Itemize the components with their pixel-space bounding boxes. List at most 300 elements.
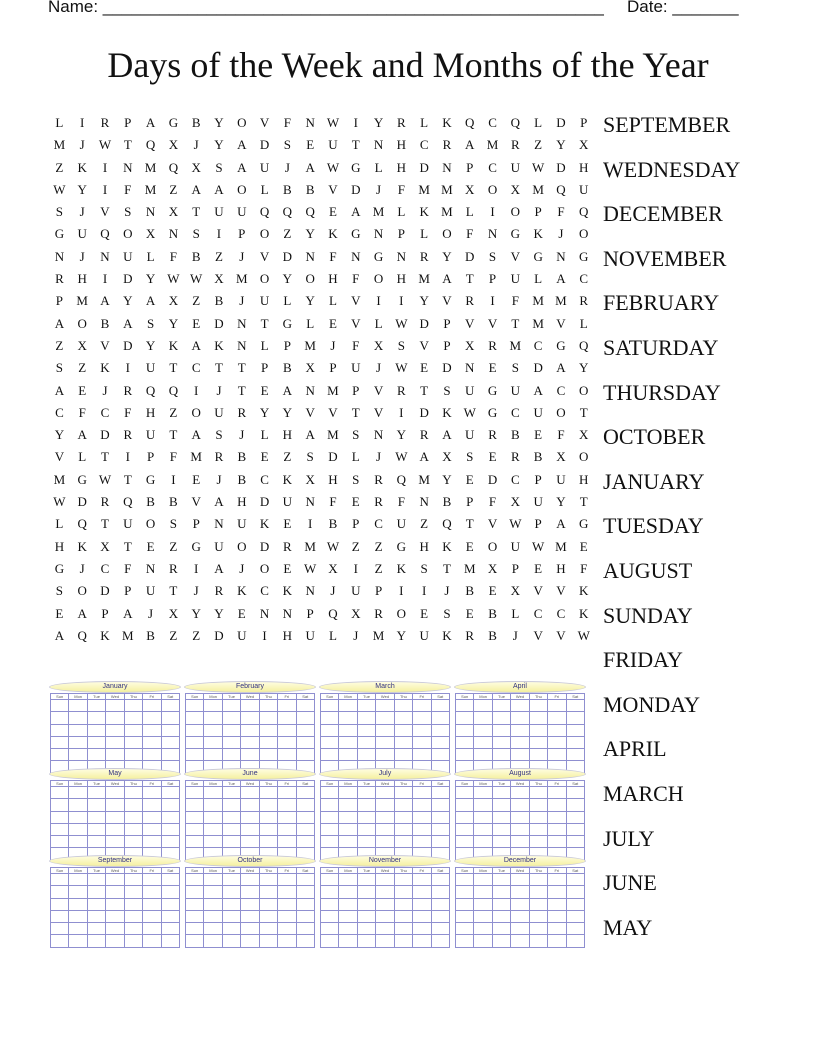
word-list-item: SUNDAY [603,602,693,628]
grid-letter: E [420,360,429,376]
grid-letter: B [511,427,520,443]
day-cell [566,874,584,886]
weekday-header: Fri [278,868,296,874]
grid-letter: T [215,360,223,376]
grid-letter: R [55,271,64,287]
day-cell [456,898,474,910]
grid-letter: C [374,516,383,532]
day-cell [87,787,105,799]
day-cell [186,787,204,799]
weekday-header: Thu [529,694,547,700]
day-cell [413,799,431,811]
day-cell [278,923,296,935]
grid-letter: U [510,159,521,175]
grid-letter: B [214,293,224,309]
grid-letter: N [305,494,315,510]
grid-letter: R [374,471,383,487]
grid-letter: Q [556,181,566,197]
grid-letter: W [304,560,317,576]
weekday-header: Wed [106,694,124,700]
day-cell [204,935,222,947]
grid-letter: S [55,583,64,599]
day-cell [413,811,431,823]
grid-letter: Y [282,404,293,420]
day-cell [124,712,142,724]
grid-letter: N [373,226,384,242]
grid-letter: A [282,382,293,398]
day-cell [106,935,124,947]
grid-letter: S [443,605,451,621]
grid-letter: I [194,382,199,398]
grid-letter: D [533,360,543,376]
grid-letter: E [465,605,474,621]
day-cell [278,898,296,910]
grid-letter: J [330,583,336,599]
day-cell [161,910,179,922]
grid-letter: I [399,293,404,309]
day-cell [124,935,142,947]
grid-letter: Y [579,360,589,376]
day-cell [124,886,142,898]
day-cell [456,886,474,898]
grid-letter: S [352,471,360,487]
grid-letter: W [395,315,408,331]
grid-letter: P [511,560,519,576]
grid-letter: A [305,159,315,175]
grid-letter: L [511,605,520,621]
month-calendar [185,768,315,852]
day-cell [357,923,375,935]
grid-letter: J [79,560,85,576]
grid-letter: G [282,315,293,331]
day-cell [161,874,179,886]
grid-letter: O [510,204,521,220]
grid-letter: N [145,204,156,220]
grid-letter: Y [77,181,87,197]
grid-letter: J [558,226,564,242]
grid-letter: U [305,627,315,643]
day-cell [161,886,179,898]
grid-letter: F [329,248,337,264]
grid-letter: B [237,471,247,487]
grid-row [48,558,595,580]
grid-letter: H [282,627,293,643]
day-cell [241,749,259,761]
weekday-header: Fri [548,694,566,700]
grid-letter: E [328,204,337,220]
grid-letter: I [421,583,427,599]
day-cell [321,736,339,748]
grid-row [48,446,595,468]
day-cell [456,799,474,811]
day-cell [492,874,510,886]
day-cell [241,700,259,712]
grid-letter: T [442,560,451,576]
day-cell [296,799,314,811]
grid-letter: U [77,226,87,242]
grid-letter: P [260,360,269,376]
grid-letter: X [168,605,179,621]
day-cell [339,811,357,823]
day-cell [357,724,375,736]
grid-letter: W [190,271,203,287]
grid-row [48,313,595,335]
day-cell [124,736,142,748]
grid-letter: U [465,427,475,443]
grid-letter: A [54,627,65,643]
grid-letter: W [98,137,112,153]
grid-letter: L [328,293,337,309]
day-cell [186,886,204,898]
day-cell [222,898,240,910]
grid-letter: E [488,583,497,599]
day-cell [548,823,566,835]
grid-letter: R [419,248,429,264]
day-cell [548,736,566,748]
grid-letter: N [54,248,65,264]
grid-letter: M [486,137,499,153]
day-cell [87,749,105,761]
grid-letter: I [125,360,130,376]
day-cell [339,724,357,736]
day-cell [357,874,375,886]
day-cell [511,799,529,811]
grid-letter: N [556,248,566,264]
grid-letter: Y [259,404,270,420]
grid-letter: L [260,337,269,353]
grid-letter: G [396,538,407,554]
day-cell [259,910,277,922]
grid-letter: X [100,538,110,554]
weekday-header: Tue [222,781,240,787]
grid-letter: T [101,516,109,532]
grid-letter: U [214,404,224,420]
day-cell [548,923,566,935]
day-cell [321,836,339,848]
grid-letter: T [192,204,201,220]
day-cell [87,886,105,898]
grid-letter: A [123,315,133,331]
day-cell [529,724,547,736]
day-cell [241,935,259,947]
month-title: November [319,855,451,867]
day-cell [161,923,179,935]
grid-letter: O [442,226,452,242]
grid-letter: E [351,494,360,510]
weekday-header: Sat [161,694,179,700]
day-cell [376,923,394,935]
day-cell [456,910,474,922]
grid-letter: L [146,248,155,264]
grid-letter: M [441,204,453,220]
grid-letter: E [420,605,429,621]
grid-letter: Q [510,115,521,130]
grid-letter: B [100,315,110,331]
day-cell [566,700,584,712]
grid-letter: F [580,560,588,576]
day-cell [124,874,142,886]
day-cell [431,836,449,848]
day-cell [548,724,566,736]
grid-row [48,223,595,245]
grid-letter: R [214,449,224,465]
day-cell [413,749,431,761]
grid-letter: K [396,560,407,576]
grid-letter: V [487,516,498,532]
grid-letter: I [353,560,358,576]
grid-letter: O [259,560,270,576]
grid-letter: U [259,293,270,309]
grid-letter: X [579,137,589,153]
day-cell [296,787,314,799]
grid-letter: Y [214,605,224,621]
day-cell [413,823,431,835]
grid-letter: G [533,248,543,264]
grid-letter: B [465,583,475,599]
day-cell [394,874,412,886]
day-cell [474,799,492,811]
day-cell [204,923,222,935]
grid-letter: Y [191,605,201,621]
grid-letter: K [579,605,589,621]
day-cell [222,811,240,823]
day-cell [143,799,161,811]
grid-letter: Z [169,627,178,643]
grid-letter: I [399,404,404,420]
grid-letter: D [328,449,338,465]
day-cell [143,874,161,886]
grid-letter: Q [77,627,87,643]
grid-letter: V [305,404,315,420]
grid-letter: D [214,315,224,331]
grid-letter: W [98,471,112,487]
grid-letter: C [579,271,589,287]
day-cell [529,836,547,848]
word-list-item: JUNE [603,870,657,896]
grid-letter: L [465,204,474,220]
word-list-item: SATURDAY [603,334,719,360]
day-cell [143,749,161,761]
grid-letter: Y [214,115,224,130]
grid-letter: P [534,516,542,532]
grid-letter: O [579,449,589,465]
grid-letter: K [77,538,87,554]
grid-letter: U [237,204,247,220]
day-cell [87,874,105,886]
day-cell [431,811,449,823]
grid-letter: A [214,181,224,197]
day-cell [259,749,277,761]
day-cell [474,736,492,748]
grid-letter: G [351,159,361,175]
grid-letter: J [239,293,245,309]
day-cell [394,886,412,898]
grid-letter: D [487,471,498,487]
grid-letter: L [397,204,406,220]
day-cell [321,910,339,922]
grid-letter: R [374,494,383,510]
day-cell [321,799,339,811]
grid-letter: T [169,427,178,443]
weekday-header: Wed [241,781,259,787]
grid-letter: E [192,471,201,487]
grid-letter: M [509,337,522,353]
grid-row [48,603,595,625]
grid-letter: N [465,360,475,376]
grid-letter: S [488,248,497,264]
grid-letter: V [373,382,384,398]
weekday-header: Sat [566,781,584,787]
grid-letter: M [304,538,316,554]
grid-letter: U [510,382,521,398]
grid-letter: P [283,337,291,353]
day-cell [296,700,314,712]
weekday-header: Fri [413,694,431,700]
grid-letter: P [534,204,542,220]
day-cell [259,811,277,823]
grid-letter: N [442,159,452,175]
day-cell [222,749,240,761]
weekday-header: Mon [69,868,87,874]
grid-row [48,335,595,357]
grid-letter: E [260,382,269,398]
grid-row [48,402,595,424]
day-cell [241,712,259,724]
grid-letter: N [373,427,384,443]
day-cell [339,910,357,922]
grid-letter: Y [396,627,407,643]
grid-letter: T [260,315,269,331]
day-cell [413,836,431,848]
grid-letter: O [191,404,201,420]
grid-letter: Z [283,449,292,465]
grid-letter: U [214,204,224,220]
grid-letter: A [100,293,110,309]
day-cell [431,787,449,799]
day-cell [296,749,314,761]
grid-letter: S [511,360,519,376]
grid-letter: H [282,427,293,443]
grid-letter: L [55,516,64,532]
grid-letter: V [419,337,429,353]
grid-letter: Q [305,204,315,220]
day-cell [566,935,584,947]
grid-letter: J [376,360,382,376]
grid-letter: U [328,137,338,153]
grid-row [48,290,595,312]
grid-letter: S [420,560,428,576]
weekday-header: Tue [222,694,240,700]
day-cell [296,823,314,835]
grid-letter: N [259,605,270,621]
day-cell [222,874,240,886]
grid-letter: T [169,583,178,599]
grid-letter: H [396,159,407,175]
grid-letter: J [239,560,245,576]
grid-letter: C [260,583,269,599]
word-list-item: JANUARY [603,468,705,494]
day-cell [143,886,161,898]
grid-letter: R [100,115,110,130]
weekday-header: Sun [321,781,339,787]
day-cell [376,724,394,736]
month-calendar [185,855,315,939]
day-cell [204,823,222,835]
grid-letter: A [556,516,566,532]
grid-letter: M [463,560,476,576]
grid-letter: L [374,315,383,331]
weekday-header: Tue [357,868,375,874]
month-title: December [454,855,586,867]
day-cell [69,886,87,898]
day-cell [51,910,69,922]
weekday-header: Sat [296,694,314,700]
grid-letter: C [100,560,110,576]
day-cell [339,935,357,947]
day-cell [222,736,240,748]
grid-letter: A [533,382,543,398]
grid-letter: H [396,137,407,153]
day-cell [143,923,161,935]
weekday-header: Tue [87,781,105,787]
weekday-header: Thu [394,694,412,700]
weekday-header: Tue [357,781,375,787]
weekday-header: Sat [296,868,314,874]
day-cell [222,799,240,811]
day-cell [161,787,179,799]
grid-letter: R [214,583,224,599]
grid-letter: V [533,627,543,643]
word-search-grid [48,112,595,647]
day-cell [413,923,431,935]
day-cell [87,923,105,935]
day-cell [357,886,375,898]
day-cell [241,886,259,898]
grid-letter: C [55,404,64,420]
day-cell [413,736,431,748]
grid-letter: D [282,248,293,264]
grid-letter: Y [54,427,65,443]
grid-letter: Q [77,516,87,532]
grid-letter: M [122,627,134,643]
grid-letter: J [330,337,336,353]
grid-letter: I [307,516,313,532]
day-cell [204,898,222,910]
grid-letter: R [237,404,247,420]
day-cell [143,700,161,712]
grid-letter: X [373,337,384,353]
grid-letter: W [395,449,408,465]
grid-letter: V [351,293,361,309]
grid-letter: M [235,271,248,287]
weekday-header: Fri [278,781,296,787]
grid-row [48,424,595,446]
grid-letter: B [237,449,247,465]
grid-letter: I [102,159,108,175]
day-cell [143,724,161,736]
grid-letter: E [55,605,64,621]
day-cell [566,799,584,811]
grid-letter: G [373,248,384,264]
grid-letter: O [237,181,247,197]
day-cell [357,787,375,799]
grid-letter: S [55,204,64,220]
grid-letter: L [420,226,429,242]
day-cell [106,787,124,799]
weekday-header: Fri [143,694,161,700]
grid-row [48,157,595,179]
weekday-header: Fri [413,781,431,787]
